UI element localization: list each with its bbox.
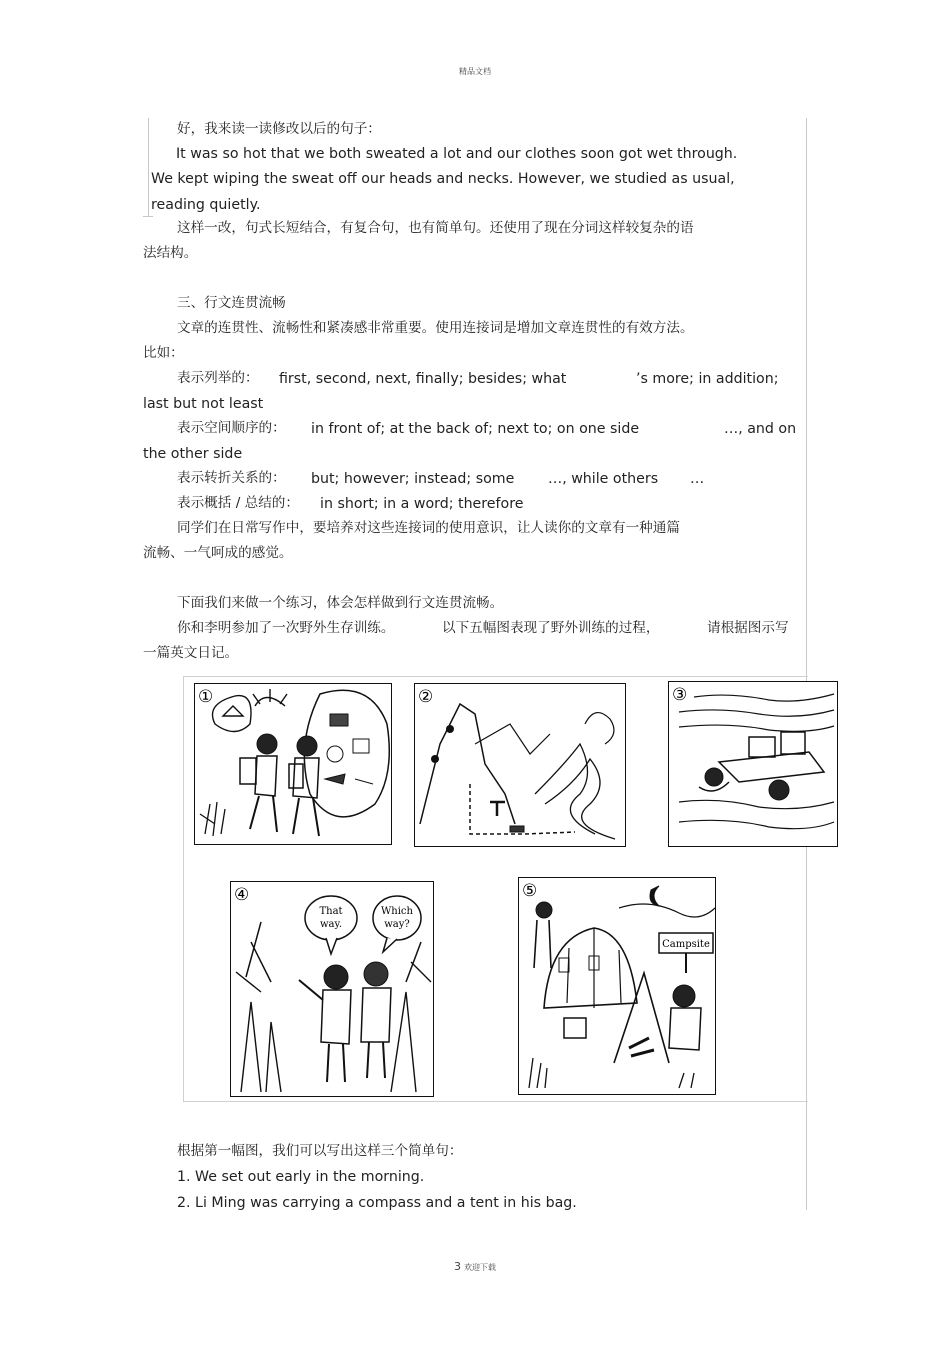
text-line: 请根据图示写 [707, 620, 789, 636]
connector-list: but; however; instead; some [311, 471, 515, 487]
picture-1 [194, 683, 392, 845]
picture-panel [183, 676, 808, 1102]
text-line: It was so hot that we both sweated a lot and our clothes soon got wet through. [176, 146, 738, 162]
connector-list: last but not least [143, 396, 264, 412]
connector-label: 表示转折关系的： [177, 470, 286, 486]
picture-number: ① [198, 687, 214, 707]
bubble-text: way? [384, 919, 410, 930]
picture-4 [230, 881, 434, 1097]
hikers-illustration [195, 684, 391, 844]
text-line: 以下五幅图表现了野外训练的过程， [442, 620, 660, 636]
text-line: 你和李明参加了一次野外生存训练。 [177, 620, 395, 636]
text-line: 2. Li Ming was carrying a compass and a tent in his bag. [177, 1195, 577, 1211]
mountain-river-illustration [415, 684, 625, 846]
connector-label: 表示空间顺序的： [177, 420, 286, 436]
text-line: 同学们在日常写作中，要培养对这些连接词的使用意识，让人读你的文章有一种通篇 [177, 520, 680, 536]
connector-list: …, while others [548, 471, 659, 487]
text-line: 流畅、一气呵成的感觉。 [143, 545, 293, 561]
connector-list: … [690, 471, 705, 487]
text-line: 下面我们来做一个练习，体会怎样做到行文连贯流畅。 [177, 595, 504, 611]
connector-list: in front of; at the back of; next to; on one side [311, 421, 640, 437]
picture-number: ⑤ [522, 881, 538, 901]
text-line: 一篇英文日记。 [143, 645, 239, 661]
section-heading: 三、行文连贯流畅 [177, 295, 286, 311]
margin-rule-left [148, 118, 149, 216]
picture-3 [668, 681, 838, 847]
page-footer [0, 1260, 950, 1273]
connector-list: …, and on [724, 421, 797, 437]
bubble-text: That [319, 906, 343, 917]
text-line: 1. We set out early in the morning. [177, 1169, 425, 1185]
footer-text: 欢迎下载 [464, 1263, 496, 1272]
text-line: 好，我来读一读修改以后的句子： [177, 121, 381, 137]
text-line: 根据第一幅图，我们可以写出这样三个简单句： [177, 1143, 463, 1159]
river-crossing-illustration [669, 682, 837, 846]
picture-number: ③ [672, 685, 688, 705]
text-line: 法结构。 [143, 245, 198, 261]
picture-number: ② [418, 687, 434, 707]
connector-label: 表示列举的： [177, 370, 259, 386]
margin-rule-corner [143, 216, 153, 217]
text-line: 这样一改，句式长短结合，有复合句，也有简单句。还使用了现在分词这样较复杂的语 [177, 220, 694, 236]
picture-2 [414, 683, 626, 847]
page-number: 3 [454, 1260, 461, 1273]
connector-list: the other side [143, 446, 243, 462]
campsite-illustration [519, 878, 715, 1094]
connector-list: ’s more; in addition; [636, 371, 779, 387]
text-line: 比如： [143, 345, 184, 361]
connector-list: first, second, next, finally; besides; what [279, 371, 567, 387]
picture-number: ④ [234, 885, 250, 905]
campsite-sign-text: Campsite [662, 939, 710, 950]
text-line: reading quietly. [151, 197, 261, 213]
text-line: We kept wiping the sweat off our heads and necks. However, we studied as usual, [151, 171, 735, 187]
picture-5 [518, 877, 716, 1095]
which-way-illustration [231, 882, 433, 1096]
bubble-text: way. [319, 919, 343, 930]
bubble-text: Which [381, 906, 413, 917]
connector-label: 表示概括 / 总结的： [177, 495, 299, 511]
text-line: 文章的连贯性、流畅性和紧凑感非常重要。使用连接词是增加文章连贯性的有效方法。 [177, 320, 694, 336]
connector-list: in short; in a word; therefore [320, 496, 524, 512]
page-header: 精品文档 [459, 67, 491, 76]
